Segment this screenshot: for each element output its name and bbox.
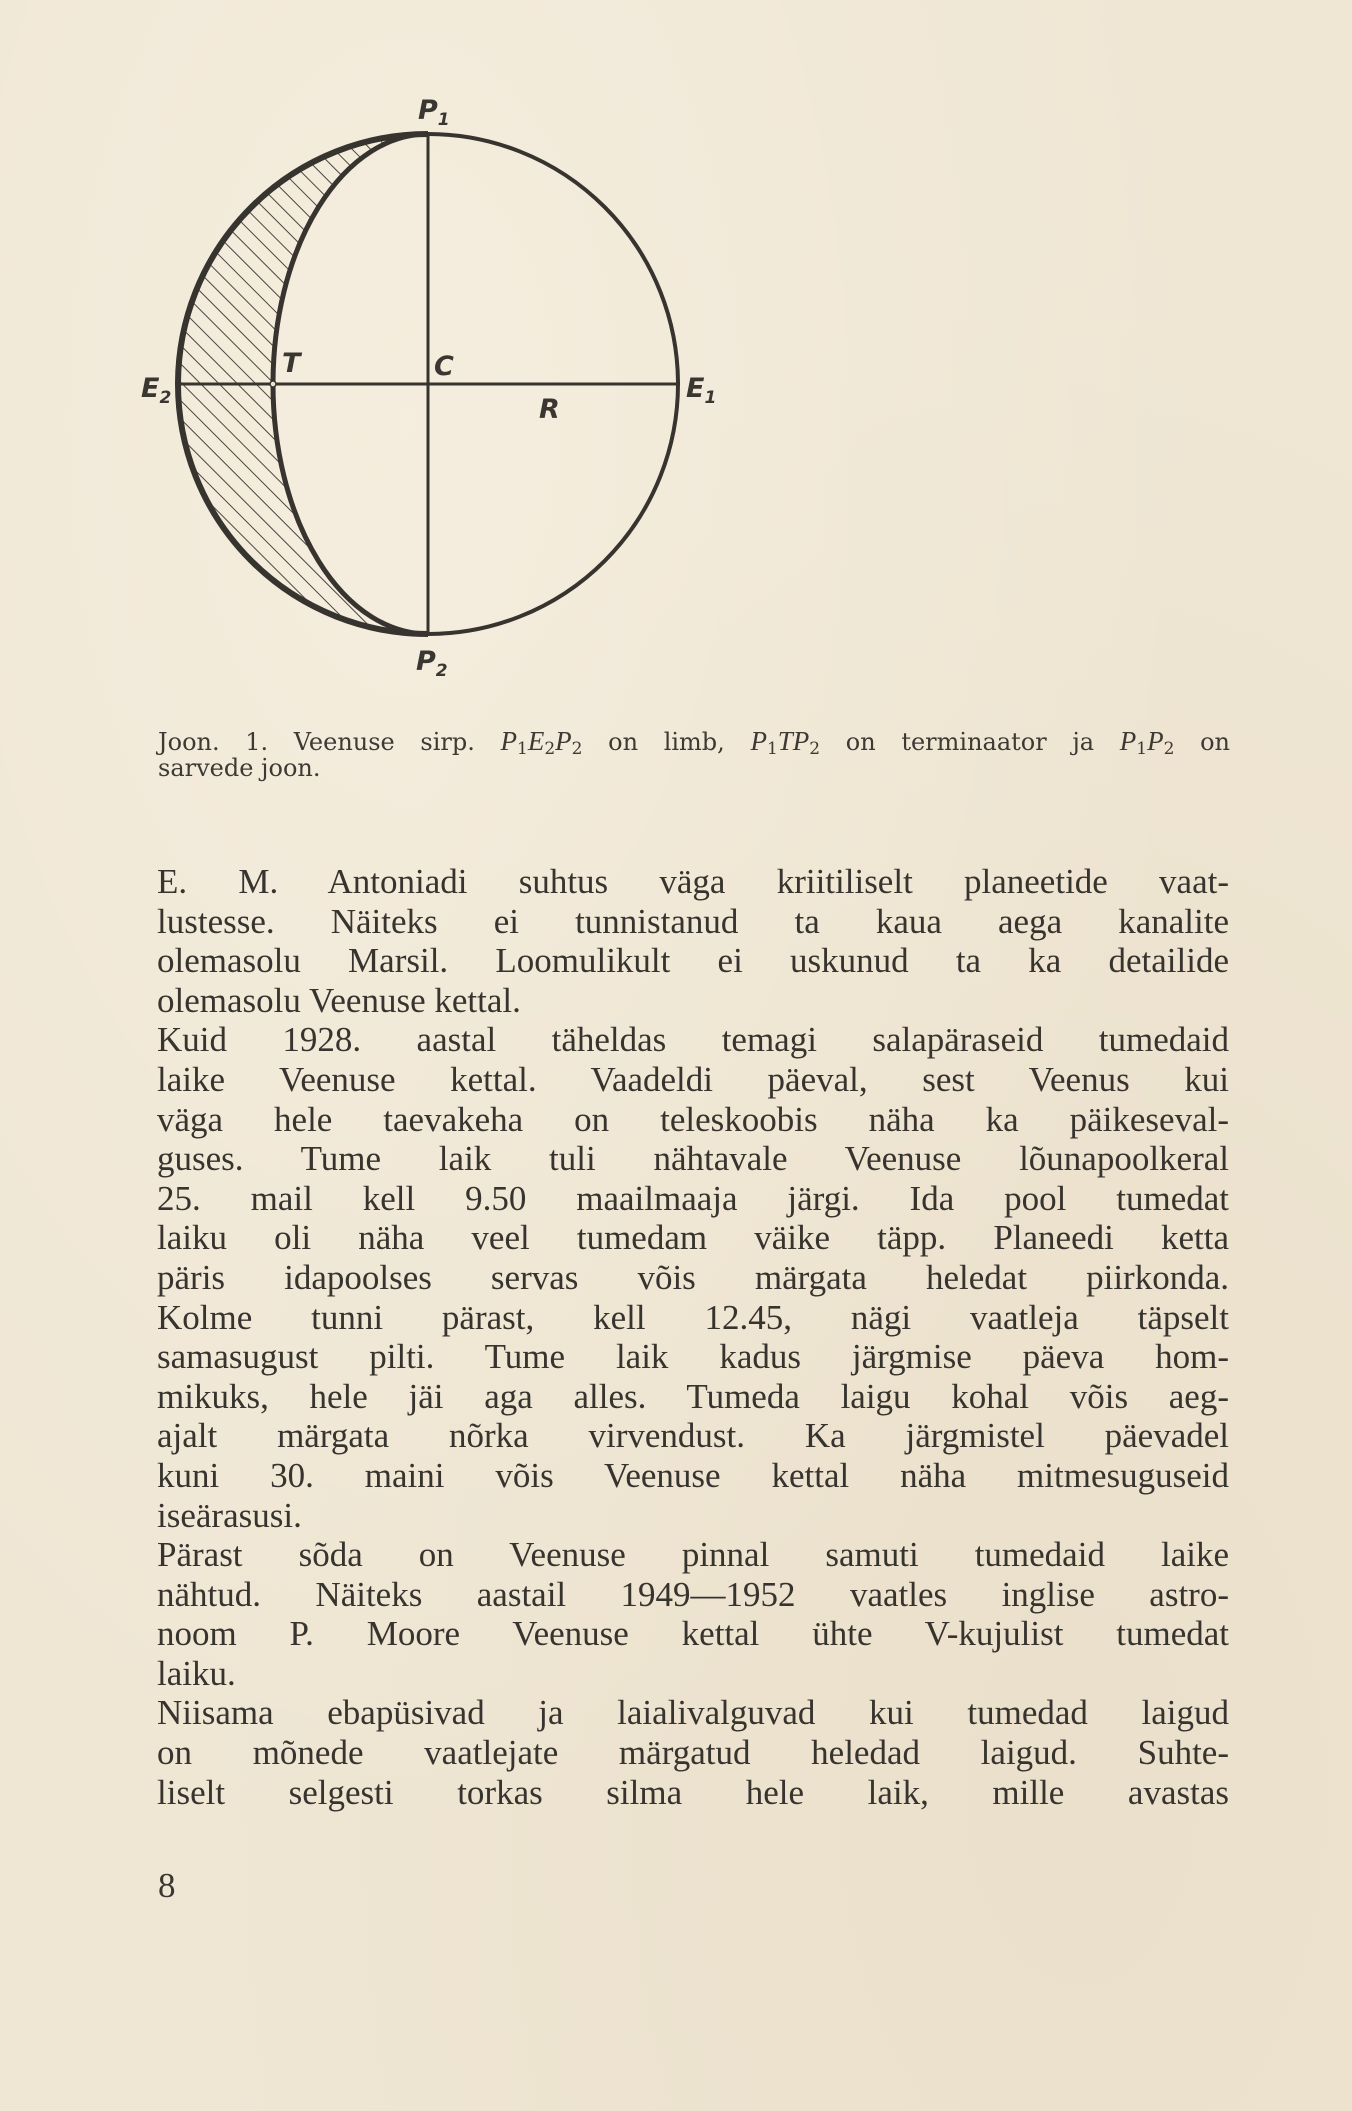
label-p2: $P_2$ xyxy=(416,646,448,681)
text-line: olemasolu Veenuse kettal. xyxy=(157,980,521,1020)
paragraph-2 xyxy=(157,1020,1229,1535)
text-line: laike Veenuse kettal. Vaadeldi päeval, sest Veenus kui xyxy=(157,1059,1229,1099)
text-line: 25. mail kell 9.50 maailmaaja järgi. Ida pool tumedat xyxy=(157,1178,1229,1218)
paragraph-3 xyxy=(157,1535,1229,1693)
paragraph-1 xyxy=(157,862,1229,1020)
text-line: laiku oli näha veel tumedam väike täpp. Planeedi ketta xyxy=(157,1218,1229,1258)
text-line: päris idapoolses servas võis märgata heledat piirkonda. xyxy=(157,1257,1229,1297)
text-line: lustesse. Näiteks ei tunnistanud ta kaua aega kanalite xyxy=(157,901,1229,941)
venus-crescent-diagram xyxy=(0,0,1352,720)
label-c: C xyxy=(434,351,454,382)
figure-caption xyxy=(158,728,1230,782)
text-line: Kuid 1928. aastal täheldas temagi salapäraseid tumedaid xyxy=(157,1020,1229,1060)
terminator-point-t xyxy=(270,381,276,387)
text-line: iseärasusi. xyxy=(157,1495,302,1535)
label-e2: $E_2$ xyxy=(141,373,172,408)
label-p1: $P_1$ xyxy=(418,95,450,130)
text-line: liselt selgesti torkas silma hele laik, mille avastas xyxy=(157,1772,1229,1812)
text-line: Pärast sõda on Veenuse pinnal samuti tumedaid laike xyxy=(157,1535,1229,1575)
label-e1: $E_1$ xyxy=(686,373,717,408)
text-line: väga hele taevakeha on teleskoobis näha ka päikeseval- xyxy=(157,1099,1229,1139)
text-line: on mõnede vaatlejate märgatud heledad laigud. Suhte- xyxy=(157,1733,1229,1773)
text-line: guses. Tume laik tuli nähtavale Veenuse lõunapoolkeral xyxy=(157,1139,1229,1179)
text-line: nähtud. Näiteks aastail 1949—1952 vaatles inglise astro- xyxy=(157,1574,1229,1614)
text-line: kuni 30. maini võis Veenuse kettal näha mitmesuguseid xyxy=(157,1455,1229,1495)
paragraph-4 xyxy=(157,1693,1229,1812)
text-line: mikuks, hele jäi aga alles. Tumeda laigu kohal võis aeg- xyxy=(157,1376,1229,1416)
text-line: E. M. Antoniadi suhtus väga kriitiliselt planeetide vaat- xyxy=(157,862,1229,901)
label-r: R xyxy=(539,394,560,425)
text-line: ajalt märgata nõrka virvendust. Ka järgmistel päevadel xyxy=(157,1416,1229,1456)
caption-line-2: sarvede joon. xyxy=(158,754,321,782)
page-number: 8 xyxy=(158,1866,176,1905)
text-line: Niisama ebapüsivad ja laialivalguvad kui tumedad laigud xyxy=(157,1693,1229,1733)
text-line: noom P. Moore Veenuse kettal ühte V-kujulist tumedat xyxy=(157,1614,1229,1654)
caption-line-1: Joon. 1. Veenuse sirp. $P_1E_2P_2$ on limb, $P_1TP_2$ on terminaator ja $P_1P_2$ on xyxy=(158,726,1230,759)
text-line: laiku. xyxy=(157,1653,236,1693)
text-line: Kolme tunni pärast, kell 12.45, nägi vaatleja täpselt xyxy=(157,1297,1229,1337)
body-text xyxy=(157,862,1229,1812)
label-t: T xyxy=(282,348,301,379)
text-line: olemasolu Marsil. Loomulikult ei uskunud ta ka detailide xyxy=(157,941,1229,981)
text-line: samasugust pilti. Tume laik kadus järgmise päeva hom- xyxy=(157,1337,1229,1377)
